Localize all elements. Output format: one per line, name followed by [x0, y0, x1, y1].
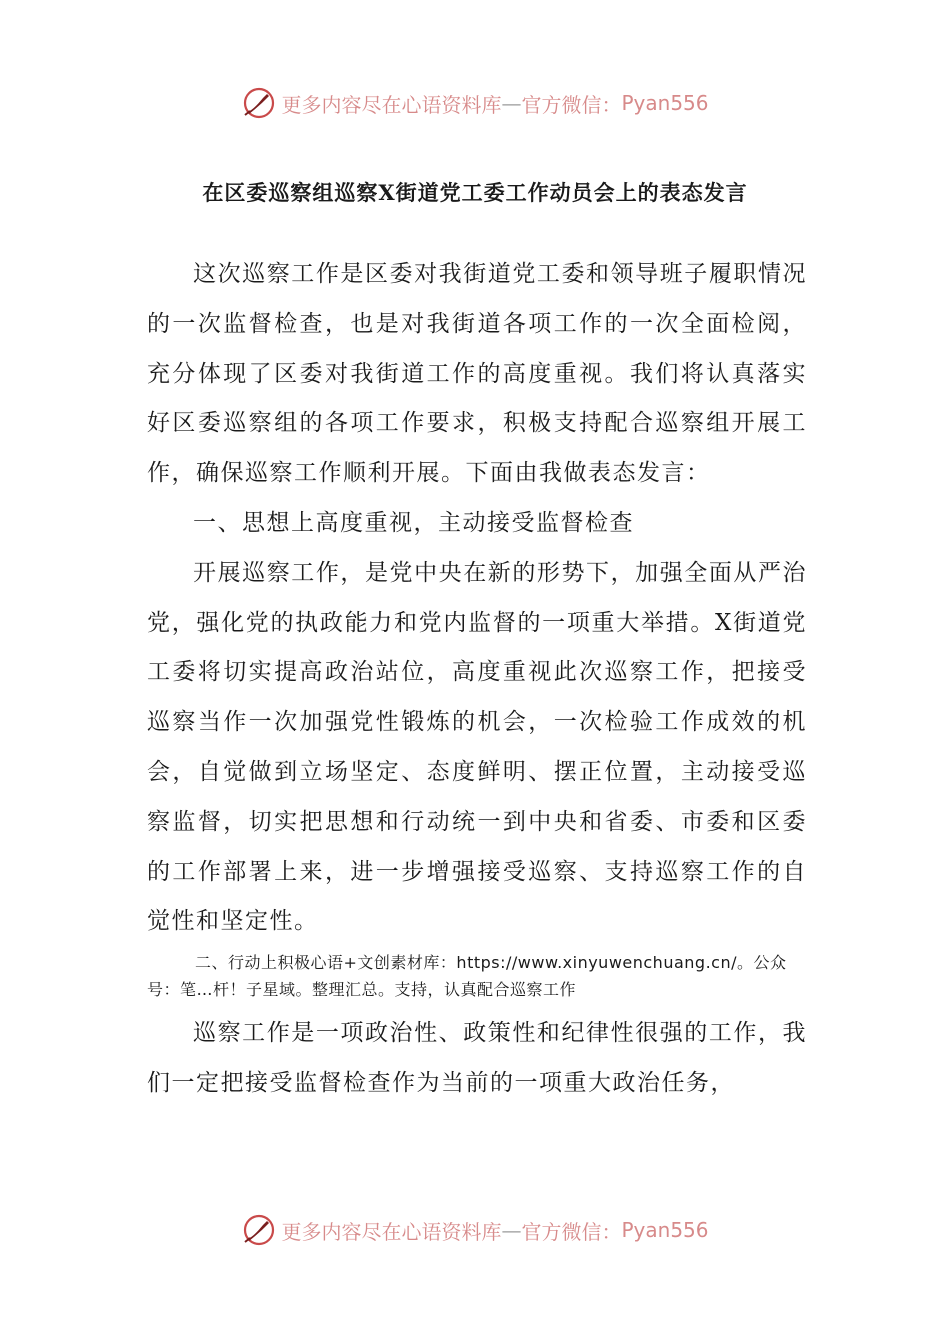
banner-separator: — — [501, 91, 522, 115]
intro-paragraph: 这次巡察工作是区委对我街道党工委和领导班子履职情况的一次监督检查，也是对我街道各项工作的一次全面检阅，充分体现了区委对我街道工作的高度重视。我们将认真落实好区委巡察组的各项工作要求，积极支持配合巡察组开展工作，确保巡察工作顺利开展。下面由我做表态发言： — [147, 261, 807, 487]
section-1-paragraph: 开展巡察工作，是党中央在新的形势下，加强全面从严治党，强化党的执政能力和党内监督的一项重大举措。X街道党工委将切实提高政治站位，高度重视此次巡察工作，把接受巡察当作一次加强党性锻炼的机会，一次检验工作成效的机会，自觉做到立场坚定、态度鲜明、摆正位置，主动接受巡察监督，切实把思想和行动统一到中央和省委、市委和区委的工作部署上来，进一步增强接受巡察、支持巡察工作的自觉性和坚定性。 — [147, 559, 807, 935]
inserted-line-suffix: 。公众号：笔…杆！子星域。整理汇总。支持，认真配合巡察工作 — [147, 953, 787, 1000]
document-body — [147, 250, 807, 1109]
banner-separator: — — [501, 1218, 522, 1242]
header-banner — [0, 78, 950, 128]
section-1-heading: 一、思想上高度重视，主动接受监督检查 — [193, 509, 634, 536]
banner-wechat-account: Pyan556 — [621, 1218, 709, 1242]
banner-promo-text: 更多内容尽在心语资料库 — [281, 1219, 502, 1244]
banner-wechat-account: Pyan556 — [621, 91, 709, 115]
footer-banner — [0, 1205, 950, 1255]
inserted-line-url: https://www.xinyuwenchuang.cn/ — [456, 953, 737, 973]
inserted-line-prefix: 二、行动上积极心语+文创素材库： — [195, 953, 457, 973]
pen-nib-logo-icon — [241, 85, 277, 121]
banner-wechat-label: 官方微信： — [521, 1219, 622, 1244]
banner-promo-text: 更多内容尽在心语资料库 — [281, 92, 502, 117]
document-title: 在区委巡察组巡察X街道党工委工作动员会上的表态发言 — [202, 180, 748, 205]
banner-wechat-label: 官方微信： — [521, 92, 622, 117]
inserted-promo-line — [147, 949, 807, 1003]
pen-nib-logo-icon — [241, 1212, 277, 1248]
section-2-paragraph: 巡察工作是一项政治性、政策性和纪律性很强的工作，我们一定把接受监督检查作为当前的一项重大政治任务， — [147, 1020, 807, 1096]
